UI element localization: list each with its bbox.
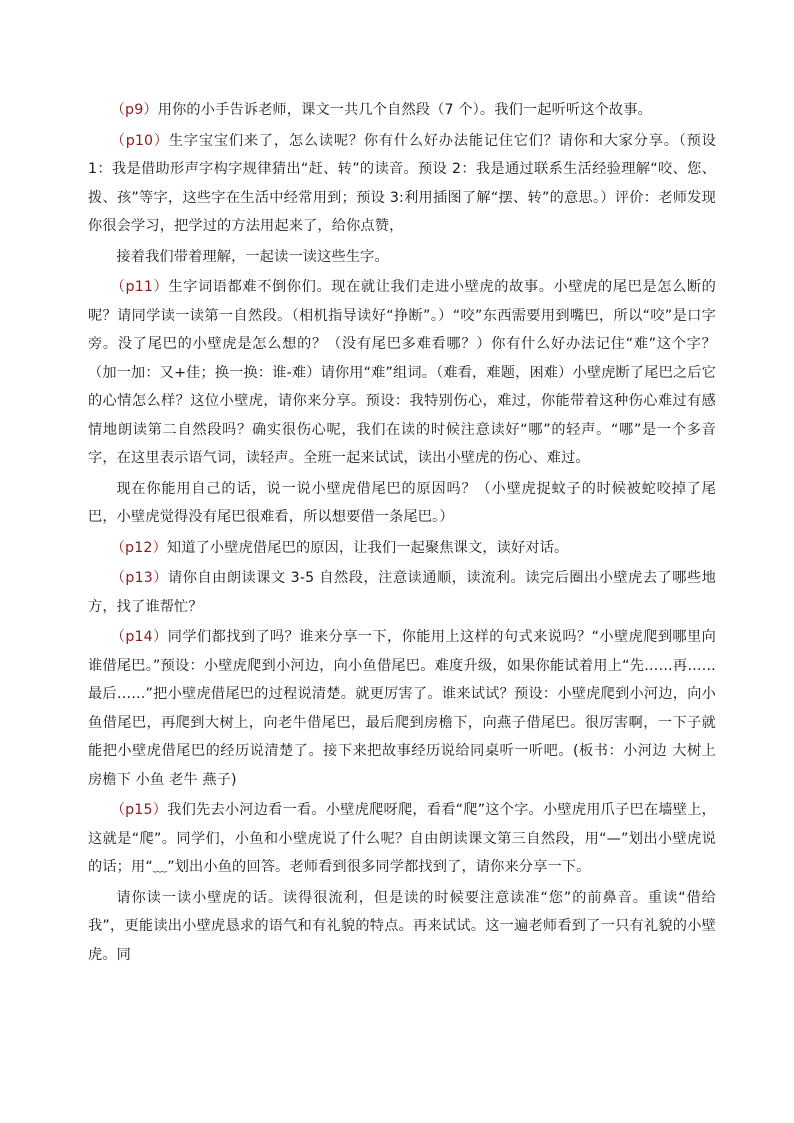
page-tag: （p14） xyxy=(110,629,168,645)
paragraph-text: 接着我们带着理解，一起读一读这些生字。 xyxy=(116,248,389,265)
page-tag: （p10） xyxy=(110,132,169,149)
paragraph-reason xyxy=(88,475,716,532)
paragraph-read-characters xyxy=(88,243,716,272)
page-tag: （p9） xyxy=(110,102,158,118)
paragraph-text: 知道了小壁虎借尾巴的原因，让我们一起聚焦课文，读好对话。 xyxy=(166,539,569,556)
paragraph-text: 生字词语都难不倒你们。现在就让我们走进小壁虎的故事。小壁虎的尾巴是怎么断的呢？请同学读一读第一自然段。（相机指导读好“挣断”。）“咬”东西需要用到嘴巴，所以“咬”是口字旁。没了尾巴的小壁虎是怎么想的？（没有尾巴多难看哪？）你有什么好办法记住“难”这个字？（加一加：又+佳；换一换：谁-难）请你用“难”组词。（难看，难题，困难）小壁虎断了尾巴之后它的心情怎么样？这位小壁虎，请你来分享。预设：我特别伤心，难过，你能带着这种伤心难过有感情地朗读第二自然段吗？确实很伤心呢，我们在读的时候注意读好“哪”的轻声。“哪”是一个多音字，在这里表示语气词，读轻声。全班一起来试试，读出小壁虎的伤心、难过。 xyxy=(88,279,716,466)
paragraph-text: 用你的小手告诉老师，课文一共几个自然段（7 个）。我们一起听听这个故事。 xyxy=(157,102,652,118)
paragraph-p13 xyxy=(88,564,716,621)
paragraph-p14 xyxy=(88,623,716,794)
paragraph-read-dialogue xyxy=(88,884,716,970)
page-tag: （p15） xyxy=(110,802,168,818)
paragraph-p9 xyxy=(88,96,716,125)
paragraph-p11 xyxy=(88,273,716,473)
paragraph-text: 请你读一读小壁虎的话。读得很流利，但是读的时候要注意读准“您”的前鼻音。重读“借给我”，更能读出小壁虎恳求的语气和有礼貌的特点。再来试试。这一遍老师看到了一只有礼貌的小壁虎。同 xyxy=(88,889,716,963)
document-body xyxy=(88,96,716,971)
page-tag: （p11） xyxy=(110,279,169,295)
page-tag: （p13） xyxy=(110,570,169,586)
paragraph-p15 xyxy=(88,796,716,882)
paragraph-p12 xyxy=(88,534,716,563)
paragraph-text: 现在你能用自己的话，说一说小壁虎借尾巴的原因吗？（小壁虎捉蚊子的时候被蛇咬掉了尾巴，小壁虎觉得没有尾巴很难看，所以想要借一条尾巴。） xyxy=(88,480,716,525)
paragraph-p10 xyxy=(88,127,716,241)
paragraph-text: 生字宝宝们来了，怎么读呢？你有什么好办法能记住它们？请你和大家分享。（预设 1：我是借助形声字构字规律猜出“赶、转”的读音。预设 2：我是通过联系生活经验理解“咬、您、拨、孩”等字，这些字在生活中经常用到；预设 3:利用插图了解“摆、转”的意思。）评价：老师发现你很会学习，把学过的方法用起来了，给你点赞， xyxy=(88,132,717,234)
paragraph-text: 我们先去小河边看一看。小壁虎爬呀爬，看看“爬”这个字。小壁虎用爪子巴在墙壁上，这就是“爬”。同学们，小鱼和小壁虎说了什么呢？自由朗读课文第三自然段，用“—”划出小壁虎说的话；用“﹏”划出小鱼的回答。老师看到很多同学都找到了，请你来分享一下。 xyxy=(88,802,716,875)
paragraph-text: 请你自由朗读课文 3-5 自然段，注意读通顺，读流利。读完后圈出小壁虎去了哪些地方，找了谁帮忙？ xyxy=(88,570,716,615)
page-tag: （p12） xyxy=(110,539,167,556)
paragraph-text: 同学们都找到了吗？谁来分享一下，你能用上这样的句式来说吗？“小壁虎爬到哪里向谁借尾巴。”预设：小壁虎爬到小河边，向小鱼借尾巴。难度升级，如果你能试着用上“先……再……最后……”把小壁虎借尾巴的过程说清楚。就更厉害了。谁来试试？预设：小壁虎爬到小河边，向小鱼借尾巴，再爬到大树上，向老牛借尾巴，最后爬到房檐下，向燕子借尾巴。很厉害啊，一下子就能把小壁虎借尾巴的经历说清楚了。接下来把故事经历说给同桌听一听吧。(板书：小河边 大树上 房檐下 小鱼 老牛 燕子) xyxy=(88,629,717,788)
